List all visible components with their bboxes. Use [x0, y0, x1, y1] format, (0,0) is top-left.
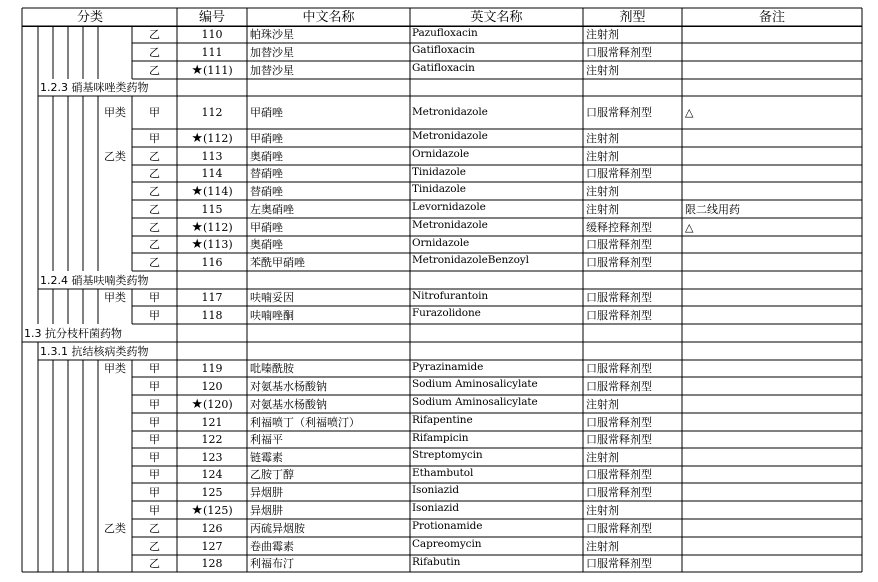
group-label: 乙类 [104, 149, 126, 163]
number-text: 117 [201, 291, 223, 304]
dosage-form: 注射剂 [586, 397, 619, 411]
dosage-form: 口服常释剂型 [586, 291, 652, 304]
number-text: (111) [203, 63, 233, 77]
drug-number [177, 289, 247, 306]
number-text: 127 [201, 539, 223, 553]
number-text: (112) [203, 131, 233, 145]
drug-number [177, 448, 247, 466]
chinese-name: 甲硝唑 [250, 106, 283, 119]
dosage-form: 口服常释剂型 [586, 45, 652, 59]
star-icon: ★ [191, 219, 204, 235]
class-label: 甲 [149, 131, 160, 145]
drug-number [177, 431, 247, 448]
drug-number [177, 182, 247, 200]
class-label: 甲 [149, 397, 160, 411]
dosage-form: 注射剂 [586, 131, 619, 145]
remark [685, 147, 861, 165]
chinese-name: 甲硝唑 [250, 131, 283, 145]
number-text: 110 [201, 28, 223, 41]
drug-number [177, 377, 247, 395]
chinese-name: 对氨基水杨酸钠 [250, 397, 327, 411]
class-label: 乙 [149, 45, 160, 59]
english-name: Nitrofurantoin [412, 290, 489, 302]
drug-number [177, 306, 247, 324]
class-label: 甲 [149, 291, 160, 304]
dosage-form: 口服常释剂型 [586, 557, 652, 570]
english-name: Levornidazole [412, 201, 486, 213]
dosage-form: 注射剂 [586, 539, 619, 553]
dosage-form: 口服常释剂型 [586, 255, 652, 269]
chinese-name: 加替沙星 [250, 63, 294, 77]
english-name: Gatifloxacin [412, 62, 475, 74]
number-text: 118 [201, 308, 223, 322]
drug-number [177, 253, 247, 271]
chinese-name: 链霉素 [250, 450, 283, 464]
header-dosage-form: 剂型 [619, 9, 646, 25]
class-label: 乙 [149, 184, 160, 198]
chinese-name: 利福平 [250, 433, 283, 446]
remark [685, 306, 861, 324]
english-name: Tinidazole [412, 183, 466, 195]
chinese-name: 奥硝唑 [250, 149, 283, 163]
number-text: 124 [201, 468, 223, 481]
class-label: 甲 [149, 450, 160, 464]
english-name: Ethambutol [412, 467, 474, 479]
drug-number [177, 96, 247, 129]
chinese-name: 对氨基水杨酸钠 [250, 379, 327, 393]
class-label: 甲 [149, 308, 160, 322]
drug-number [177, 555, 247, 572]
dosage-form: 口服常释剂型 [586, 362, 652, 375]
english-name: Pyrazinamide [412, 361, 484, 373]
english-name: Sodium Aminosalicylate [412, 378, 538, 390]
remark [685, 431, 861, 448]
remark [685, 182, 861, 200]
number-text: 126 [201, 521, 223, 535]
remark [685, 519, 861, 537]
dosage-form: 口服常释剂型 [586, 308, 652, 322]
english-name: Ornidazole [412, 148, 470, 160]
class-label: 甲 [149, 433, 160, 446]
chinese-name: 呋喃妥因 [250, 291, 294, 304]
remark: △ [685, 106, 694, 119]
number-text: (120) [203, 397, 233, 411]
remark [685, 165, 861, 182]
chinese-name: 异烟肼 [250, 503, 283, 517]
number-text: 120 [201, 379, 223, 393]
drug-number [177, 26, 247, 43]
remark: 限二线用药 [685, 202, 740, 216]
star-icon: ★ [191, 62, 204, 78]
chinese-name: 丙硫异烟胺 [250, 521, 305, 535]
english-name: Ornidazole [412, 237, 470, 249]
dosage-form: 注射剂 [586, 202, 619, 216]
drug-number [177, 147, 247, 165]
number-text: 111 [201, 45, 223, 59]
dosage-form: 口服常释剂型 [586, 521, 652, 535]
remark [685, 289, 861, 306]
dosage-form: 口服常释剂型 [586, 485, 652, 499]
chinese-name: 吡嗪酰胺 [250, 362, 294, 375]
remark [685, 129, 861, 147]
dosage-form: 口服常释剂型 [586, 106, 652, 119]
english-name: Gatifloxacin [412, 44, 475, 56]
header-remark: 备注 [758, 9, 785, 25]
header-category: 分类 [76, 9, 103, 25]
english-name: Rifabutin [412, 556, 461, 568]
drug-number [177, 537, 247, 555]
section-heading: 1.2.3 硝基咪唑类药物 [40, 81, 149, 94]
dosage-form: 注射剂 [586, 184, 619, 198]
dosage-form: 注射剂 [586, 503, 619, 517]
class-label: 甲 [149, 503, 160, 517]
drug-number [177, 129, 247, 147]
class-label: 甲 [149, 379, 160, 393]
number-text: 113 [201, 149, 223, 163]
star-icon: ★ [191, 183, 204, 199]
remark [685, 466, 861, 483]
dosage-form: 缓释控释剂型 [586, 220, 652, 234]
drug-number [177, 483, 247, 501]
header-number: 编号 [198, 9, 225, 25]
remark [685, 537, 861, 555]
class-label: 乙 [149, 167, 160, 180]
number-text: 119 [201, 362, 223, 375]
english-name: Sodium Aminosalicylate [412, 396, 538, 408]
english-name: MetronidazoleBenzoyl [412, 254, 529, 266]
chinese-name: 利福喷丁（利福喷汀） [250, 415, 360, 429]
class-label: 乙 [149, 220, 160, 234]
dosage-form: 注射剂 [586, 63, 619, 77]
remark [685, 555, 861, 572]
section-heading: 1.2.4 硝基呋喃类药物 [40, 273, 149, 287]
remark [685, 236, 861, 253]
english-name: Rifapentine [412, 414, 473, 426]
group-label: 甲类 [104, 291, 126, 304]
remark [685, 26, 861, 43]
english-name: Rifampicin [412, 432, 469, 444]
remark: △ [685, 220, 694, 234]
number-text: 112 [201, 106, 223, 119]
star-icon: ★ [191, 396, 204, 412]
number-text: (125) [203, 503, 233, 517]
chinese-name: 甲硝唑 [250, 220, 283, 234]
english-name: Capreomycin [412, 538, 482, 550]
remark [685, 448, 861, 466]
class-label: 乙 [149, 255, 160, 269]
chinese-name: 利福布汀 [250, 557, 294, 570]
class-label: 乙 [149, 521, 160, 535]
class-label: 乙 [149, 63, 160, 77]
chinese-name: 替硝唑 [250, 184, 283, 198]
number-text: 121 [201, 415, 223, 429]
dosage-form: 口服常释剂型 [586, 238, 652, 251]
class-label: 乙 [149, 539, 160, 553]
number-text: (114) [203, 184, 233, 198]
number-text: 123 [201, 450, 223, 464]
number-text: 114 [201, 167, 223, 180]
remark [685, 43, 861, 61]
chinese-name: 苯酰甲硝唑 [250, 255, 305, 269]
dosage-form: 口服常释剂型 [586, 415, 652, 429]
number-text: (112) [203, 220, 233, 234]
star-icon: ★ [191, 502, 204, 518]
english-name: Metronidazole [412, 130, 488, 142]
section-heading: 1.3 抗分枝杆菌药物 [24, 326, 122, 340]
number-text: 116 [201, 255, 223, 269]
remark [685, 395, 861, 413]
drug-number [177, 236, 247, 253]
star-icon: ★ [191, 237, 204, 252]
english-name: Protionamide [412, 520, 483, 532]
number-text: 115 [201, 202, 223, 216]
header-english-name: 英文名称 [470, 9, 523, 25]
remark [685, 413, 861, 431]
chinese-name: 呋喃唑酮 [250, 308, 294, 322]
english-name: Streptomycin [412, 449, 483, 461]
class-label: 乙 [149, 202, 160, 216]
english-name: Isoniazid [412, 484, 459, 496]
group-label: 乙类 [104, 521, 126, 535]
drug-number [177, 395, 247, 413]
english-name: Furazolidone [412, 307, 481, 319]
dosage-form: 口服常释剂型 [586, 433, 652, 446]
header-chinese-name: 中文名称 [302, 9, 355, 25]
remark [685, 61, 861, 79]
number-text: 128 [201, 557, 223, 570]
chinese-name: 左奥硝唑 [250, 202, 294, 216]
class-label: 甲 [149, 485, 160, 499]
class-label: 乙 [149, 28, 160, 41]
english-name: Metronidazole [412, 219, 488, 231]
dosage-form: 注射剂 [586, 28, 619, 41]
dosage-form: 注射剂 [586, 149, 619, 163]
dosage-form: 注射剂 [586, 450, 619, 464]
chinese-name: 异烟肼 [250, 485, 283, 499]
drug-number [177, 501, 247, 519]
class-label: 乙 [149, 557, 160, 570]
chinese-name: 替硝唑 [250, 167, 283, 180]
dosage-form: 口服常释剂型 [586, 167, 652, 180]
group-label: 甲类 [104, 106, 126, 119]
english-name: Metronidazole [412, 106, 488, 118]
class-label: 甲 [149, 468, 160, 481]
number-text: 122 [201, 433, 223, 446]
drug-number [177, 61, 247, 79]
drug-number [177, 519, 247, 537]
chinese-name: 乙胺丁醇 [250, 468, 294, 481]
english-name: Isoniazid [412, 502, 459, 514]
class-label: 甲 [149, 362, 160, 375]
dosage-form: 口服常释剂型 [586, 379, 652, 393]
english-name: Pazufloxacin [412, 27, 478, 39]
section-heading: 1.3.1 抗结核病类药物 [40, 344, 149, 358]
star-icon: ★ [191, 130, 204, 146]
number-text: 125 [201, 485, 223, 499]
drug-number [177, 218, 247, 236]
remark [685, 501, 861, 519]
remark [685, 483, 861, 501]
number-text: (113) [203, 238, 233, 251]
class-label: 甲 [149, 415, 160, 429]
drug-number [177, 413, 247, 431]
remark [685, 377, 861, 395]
class-label: 甲 [149, 106, 160, 119]
english-name: Tinidazole [412, 166, 466, 178]
chinese-name: 奥硝唑 [250, 238, 283, 251]
drug-number [177, 466, 247, 483]
drug-number [177, 43, 247, 61]
remark [685, 360, 861, 377]
drug-number [177, 360, 247, 377]
drug-number [177, 200, 247, 218]
class-label: 乙 [149, 238, 160, 251]
chinese-name: 卷曲霉素 [250, 539, 294, 553]
group-label: 甲类 [104, 362, 126, 375]
drug-number [177, 165, 247, 182]
chinese-name: 帕珠沙星 [250, 28, 294, 41]
class-label: 乙 [149, 149, 160, 163]
remark [685, 253, 861, 271]
chinese-name: 加替沙星 [250, 45, 294, 59]
dosage-form: 口服常释剂型 [586, 468, 652, 481]
